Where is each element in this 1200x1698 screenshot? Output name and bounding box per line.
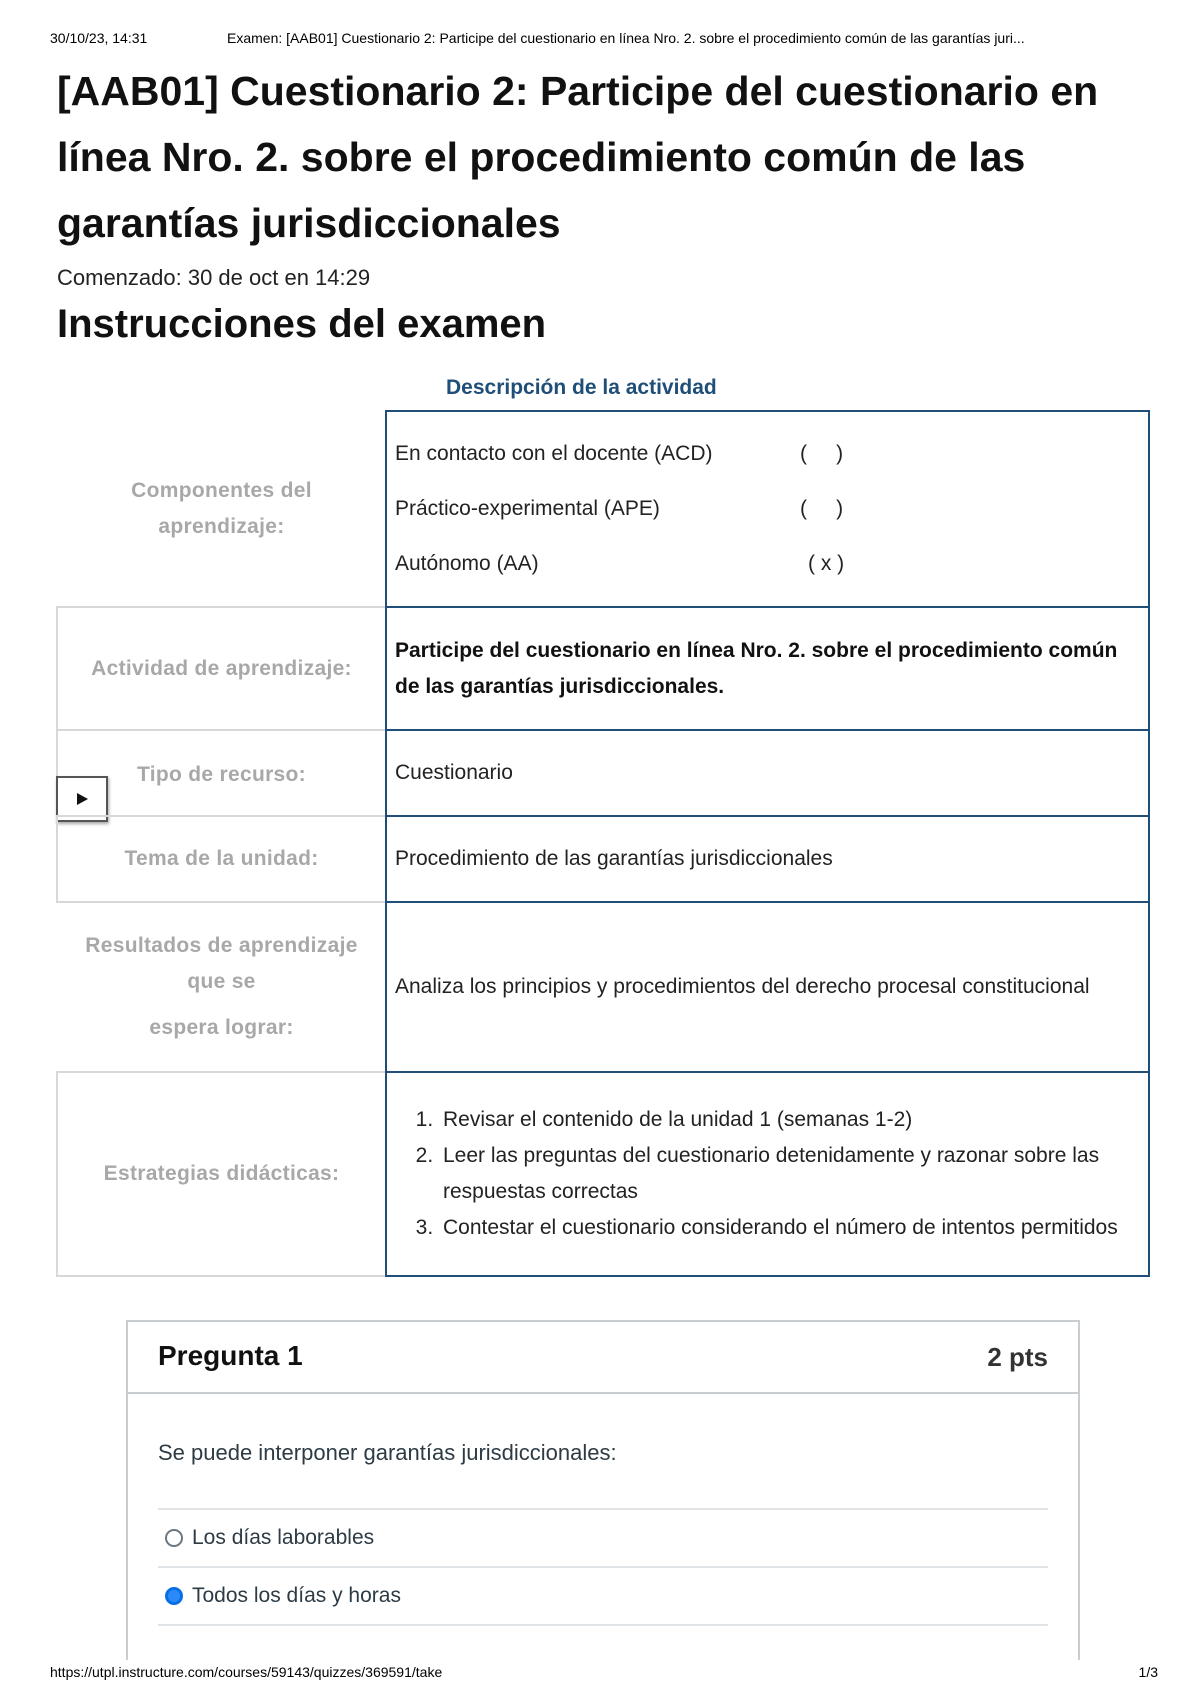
strategy-item: 2. Leer las preguntas del cuestionario detenidamente y razonar sobre las respuestas correctas [439,1138,1140,1210]
page-number: 1/3 [1138,1664,1158,1680]
resource-type-value [385,729,1150,817]
unit-topic-value [385,815,1150,903]
resource-type-label: Tipo de recurso: [56,729,385,817]
components-label [56,410,385,608]
answer-option[interactable] [158,1508,1048,1566]
strategies-list [395,1102,1140,1246]
component-name: Práctico-experimental (APE) [395,497,660,520]
strategies-label: Estrategias didácticas: [56,1071,385,1277]
radio-checked-icon[interactable] [165,1587,183,1605]
learning-results-label-line2: espera lograr: [149,1016,294,1039]
activity-table-heading: Descripción de la actividad [446,376,717,399]
learning-results-label-line1: Resultados de aprendizaje que se [85,934,358,993]
question-text: Se puede interponer garantías jurisdiccionales: [158,1440,617,1465]
question-name: Pregunta 1 [158,1340,303,1371]
component-name: En contacto con el docente (ACD) [395,442,713,465]
answer-label: Los días laborables [192,1526,375,1549]
components-label-line2: aprendizaje: [158,515,285,538]
component-row [395,482,1140,537]
question-points: 2 pts [987,1342,1048,1372]
print-datetime: 30/10/23, 14:31 [50,30,148,46]
started-timestamp: Comenzado: 30 de oct en 14:29 [57,265,371,290]
activity-value [385,606,1150,731]
learning-results-text: Analiza los principios y procedimientos del derecho procesal constitucional [395,975,1090,998]
question-card [126,1320,1080,1660]
unit-topic-label: Tema de la unidad: [56,815,385,903]
component-row [395,427,1140,482]
activity-value-text: Participe del cuestionario en línea Nro. 2. sobre el procedimiento común de las garantías jurisdiccionales. [395,638,1118,698]
component-mark: ( x ) [808,552,845,575]
answer-option-selected[interactable] [158,1566,1048,1626]
instructions-heading: Instrucciones del examen [57,302,547,346]
page-title: [AAB01] Cuestionario 2: Participe del cuestionario en línea Nro. 2. sobre el procedimiento común de las garantías jurisdiccionales [57,68,1099,246]
radio-unchecked-icon[interactable] [165,1529,183,1547]
print-document-title: Examen: [AAB01] Cuestionario 2: Participe del cuestionario en línea Nro. 2. sobre el procedimiento común de las garantías juri... [227,30,1025,46]
strategies-value [385,1071,1150,1277]
strategy-item: 3. Contestar el cuestionario considerando el número de intentos permitidos [439,1210,1140,1246]
components-label-line1: Componentes del [131,479,312,502]
play-icon [75,792,89,806]
learning-results-label [56,901,385,1073]
question-header [128,1322,1078,1394]
component-name: Autónomo (AA) [395,552,539,575]
print-url: https://utpl.instructure.com/courses/59143/quizzes/369591/take [50,1664,443,1680]
unit-topic-text: Procedimiento de las garantías jurisdiccionales [395,847,833,870]
activity-label: Actividad de aprendizaje: [56,606,385,731]
component-mark: ( ) [800,497,844,520]
answer-list [158,1508,1048,1626]
learning-results-value [385,901,1150,1073]
strategy-item: 1. Revisar el contenido de la unidad 1 (semanas 1-2) [439,1102,1140,1138]
answer-label: Todos los días y horas [192,1584,401,1607]
component-mark: ( ) [800,442,844,465]
components-cell [385,410,1150,608]
component-row [395,537,1140,592]
resource-type-text: Cuestionario [395,761,513,784]
